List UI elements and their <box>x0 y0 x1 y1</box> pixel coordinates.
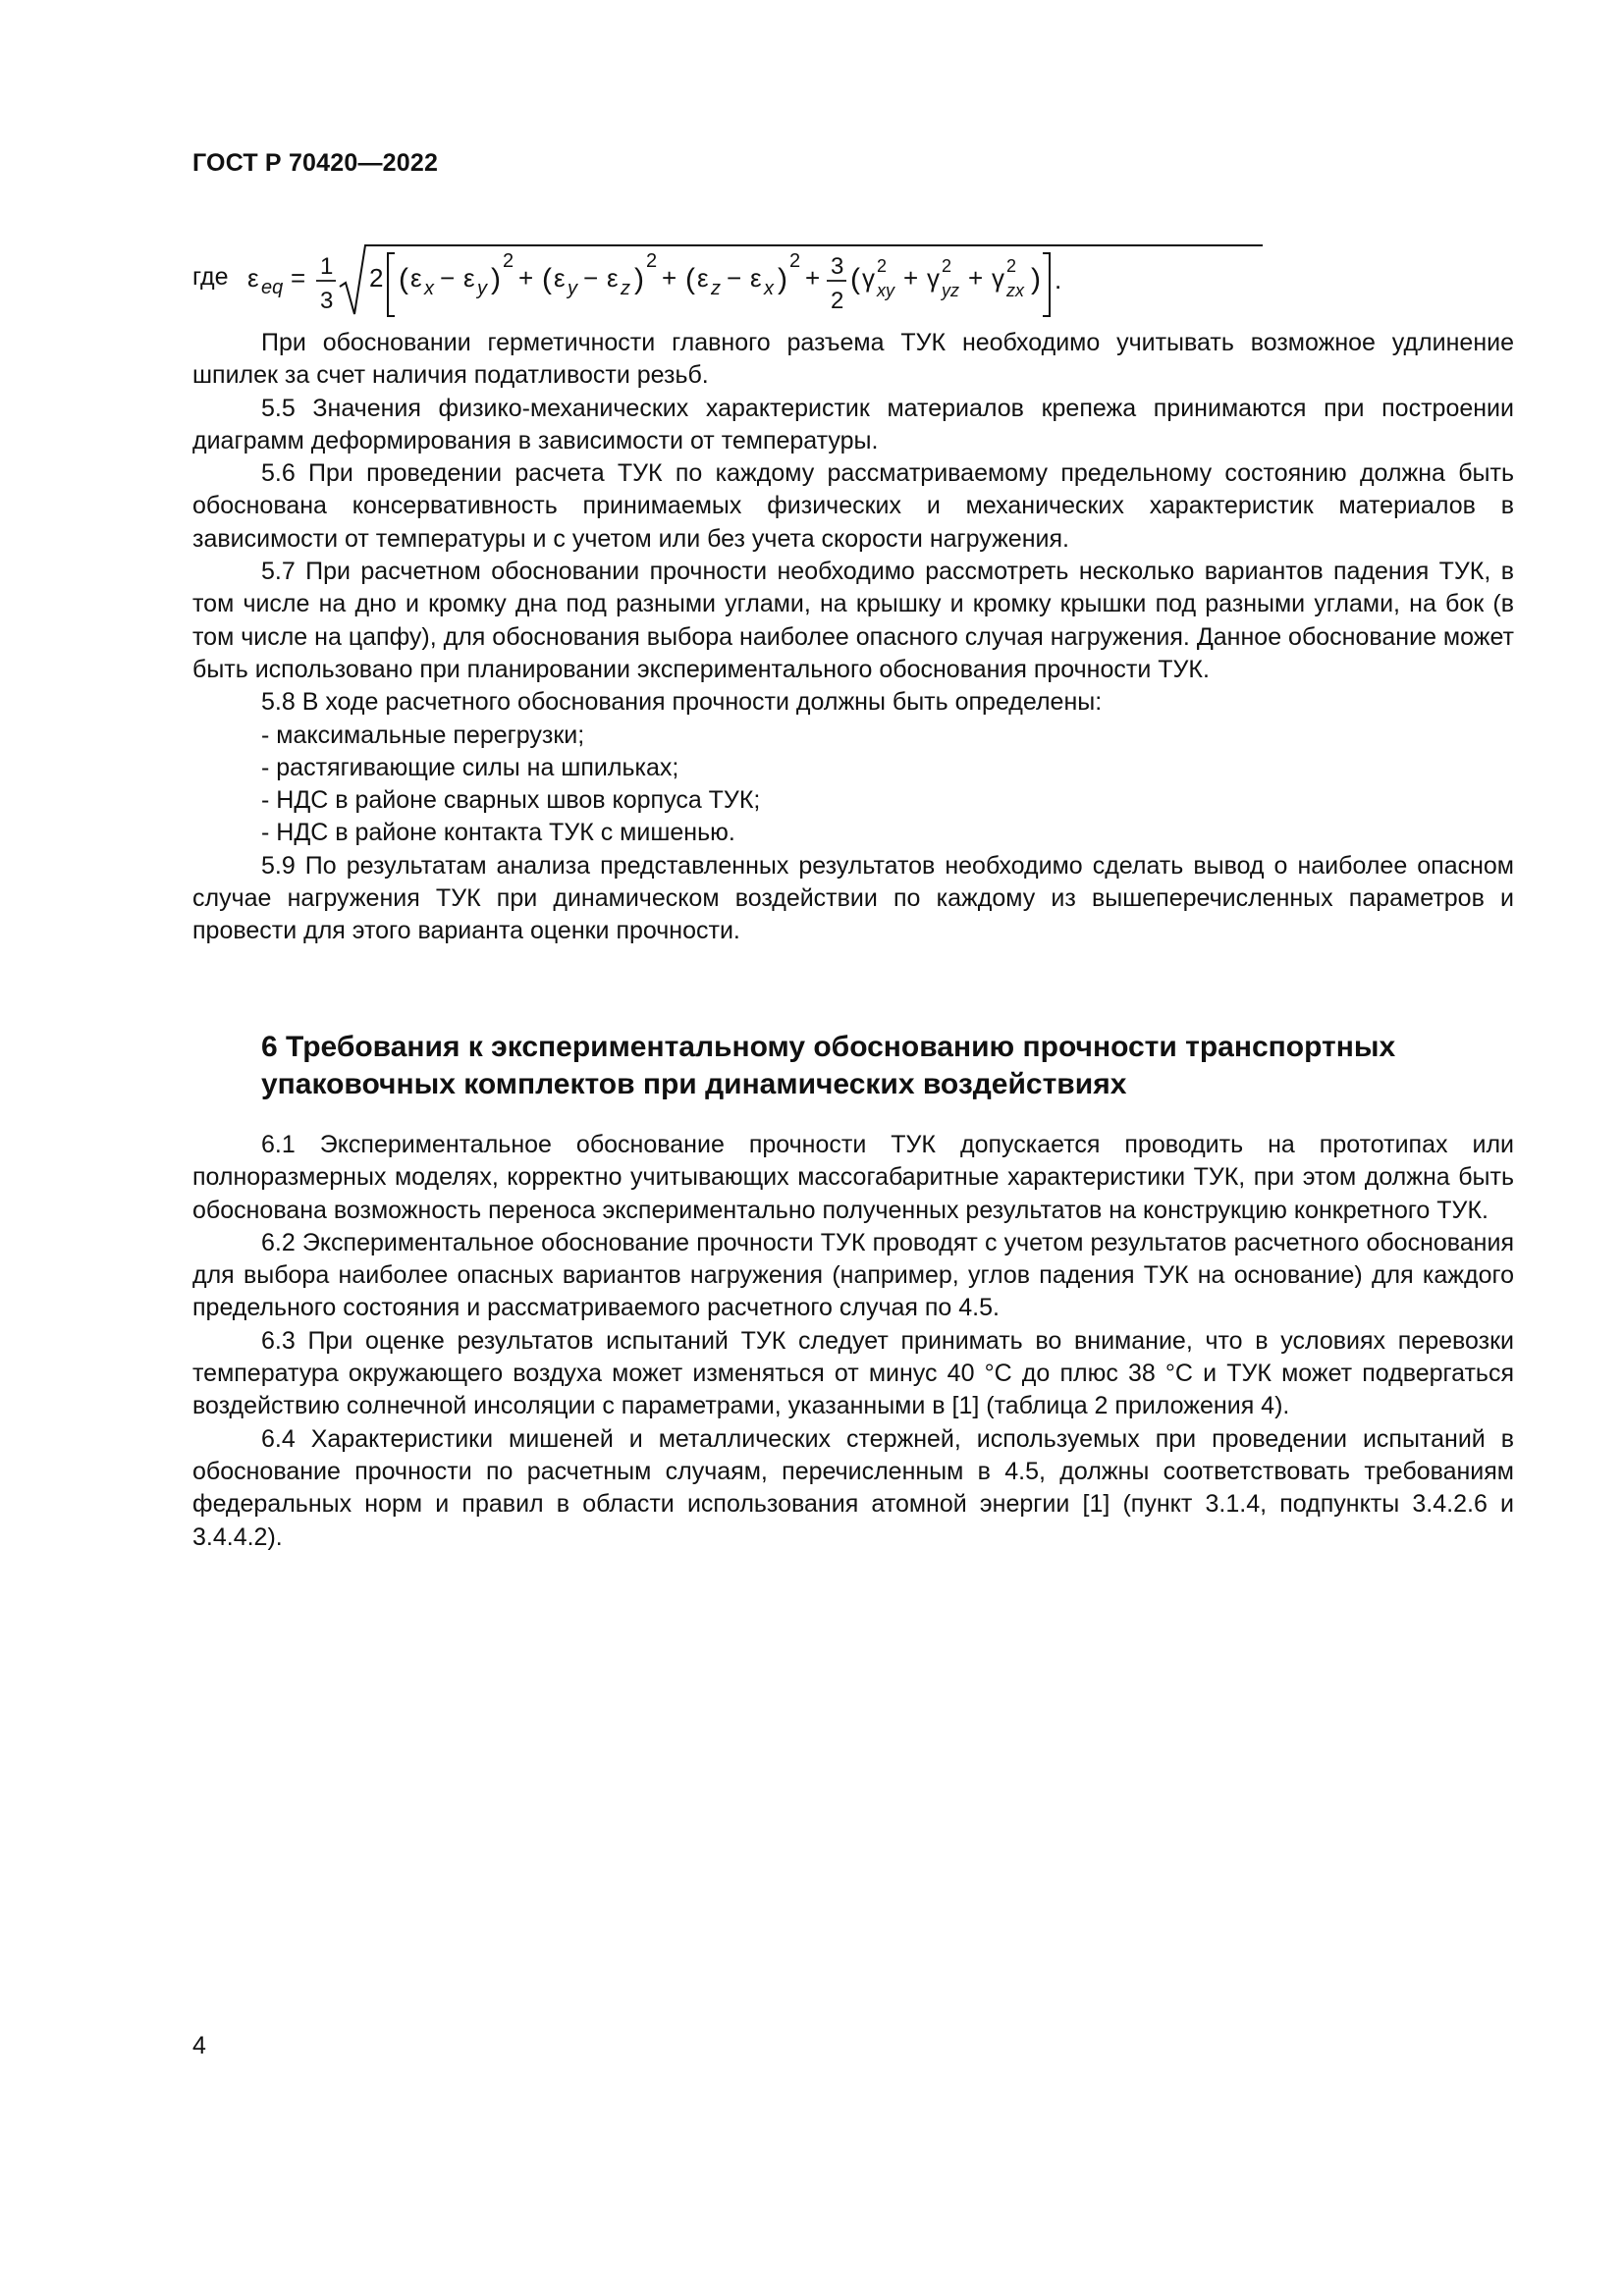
svg-text:eq: eq <box>261 277 284 298</box>
svg-text:2: 2 <box>789 250 801 272</box>
formula-prefix: где <box>192 263 229 291</box>
svg-text:1: 1 <box>320 253 334 280</box>
svg-text:+: + <box>968 263 984 293</box>
svg-text:ε: ε <box>463 263 475 293</box>
svg-text:+: + <box>805 263 821 293</box>
paragraph: 6.2 Экспериментальное обоснование прочности ТУК проводят с учетом результатов расчетного обоснования для выбора наиболее опасных вариантов нагружения (например, углов падения ТУК на основание) для каждого предельного состояния и рассматриваемого расчетного случая по 4.5. <box>192 1228 1514 1322</box>
svg-text:zx: zx <box>1006 281 1024 300</box>
svg-text:2: 2 <box>831 288 844 314</box>
svg-text:(: ( <box>850 263 860 295</box>
svg-text:z: z <box>621 278 630 299</box>
svg-text:γ: γ <box>862 263 875 293</box>
list-item: - НДС в районе сварных швов корпуса ТУК; <box>261 786 761 815</box>
paragraph: 6.1 Экспериментальное обоснование прочности ТУК допускается проводить на прототипах или полноразмерных моделях, корректно учитывающих массогабаритные характеристики ТУК, при этом должна быть обоснована возможность переноса экспериментально полученных результатов на конструкцию конкретного ТУК. <box>192 1131 1514 1224</box>
svg-text:ε: ε <box>607 263 619 293</box>
svg-text:(: ( <box>542 263 552 295</box>
svg-text:+: + <box>518 263 534 293</box>
svg-text:(: ( <box>685 263 695 295</box>
equivalent-strain-formula <box>192 218 1469 326</box>
list-item: - НДС в районе контакта ТУК с мишенью. <box>261 819 735 847</box>
paragraph: 6.3 При оценке результатов испытаний ТУК следует принимать во внимание, что в условиях перевозки температура окружающего воздуха может изменяться от минус 40 °C до плюс 38 °C и ТУК может подвергаться воздействию солнечной инсоляции с параметрами, указанными в [1] (таблица 2 приложения 4). <box>192 1326 1514 1420</box>
svg-text:): ) <box>491 263 501 295</box>
document-header: ГОСТ Р 70420—2022 <box>192 149 439 177</box>
svg-text:2: 2 <box>1006 256 1017 276</box>
svg-text:): ) <box>634 263 644 295</box>
list-item: - максимальные перегрузки; <box>261 721 585 749</box>
svg-text:z: z <box>711 278 721 299</box>
svg-text:ε: ε <box>554 263 566 293</box>
svg-text:γ: γ <box>992 263 1004 293</box>
paragraph: 5.6 При проведении расчета ТУК по каждому рассматриваемому предельному состоянию должна быть обоснована консервативность принимаемых физических и механических характеристик материалов в зависимости от температуры и с учетом или без учета скорости нагружения. <box>192 459 1514 553</box>
paragraph: 5.7 При расчетном обосновании прочности необходимо рассмотреть несколько вариантов падения ТУК, в том числе на дно и кромку дна под разными углами, на крышку и кромку крышки под разными углами, на бок (в том числе на цапфу), для обоснования выбора наиболее опасного случая нагружения. Данное обоснование может быть использовано при планировании экспериментального обоснования прочности ТУК. <box>192 558 1514 683</box>
svg-text:γ: γ <box>927 263 940 293</box>
svg-text:−: − <box>727 263 742 293</box>
section-5-text <box>192 327 1514 948</box>
svg-text:3: 3 <box>831 253 844 280</box>
svg-text:2: 2 <box>877 256 888 276</box>
svg-text:ε: ε <box>697 263 709 293</box>
svg-text:x: x <box>424 278 434 299</box>
svg-text:(: ( <box>399 263 408 295</box>
svg-text:): ) <box>778 263 787 295</box>
svg-text:ε: ε <box>410 263 422 293</box>
formula-graphic <box>192 218 1469 326</box>
paragraph: 5.8 В ходе расчетного обоснования прочности должны быть определены: <box>261 688 1103 717</box>
svg-text:−: − <box>440 263 456 293</box>
svg-text:ε: ε <box>247 263 259 293</box>
list-item: - растягивающие силы на шпильках; <box>261 753 679 781</box>
svg-text:2: 2 <box>942 256 952 276</box>
paragraph: 5.5 Значения физико-механических характеристик материалов крепежа принимаются при построении диаграмм деформирования в зависимости от температуры. <box>192 394 1514 454</box>
svg-text:yz: yz <box>942 281 959 300</box>
paragraph: При обосновании герметичности главного разъема ТУК необходимо учитывать возможное удлинение шпилек за счет наличия податливости резьб. <box>192 329 1514 390</box>
svg-text:y: y <box>568 278 577 299</box>
svg-text:=: = <box>291 263 306 293</box>
svg-text:): ) <box>1031 263 1041 295</box>
section-6-text <box>192 1129 1514 1554</box>
svg-text:y: y <box>477 278 487 299</box>
svg-text:xy: xy <box>877 281 894 300</box>
page-number: 4 <box>192 2032 206 2059</box>
svg-text:x: x <box>764 278 774 299</box>
svg-text:+: + <box>662 263 677 293</box>
svg-text:.: . <box>1055 265 1062 294</box>
svg-text:−: − <box>583 263 599 293</box>
svg-text:ε: ε <box>750 263 762 293</box>
paragraph: 6.4 Характеристики мишеней и металлических стержней, используемых при проведении испытаний в обоснование прочности по расчетным случаям, перечисленным в 4.5, должны соответствовать требованиям федеральных норм и правил в области использования атомной энергии [1] (пункт 3.1.4, подпункты 3.4.2.6 и 3.4.4.2). <box>192 1424 1514 1551</box>
paragraph: 5.9 По результатам анализа представленных результатов необходимо сделать вывод о наиболее опасном случае нагружения ТУК при динамическом воздействии по каждому из вышеперечисленных параметров и провести для этого варианта оценки прочности. <box>192 851 1514 945</box>
svg-text:2: 2 <box>369 263 384 293</box>
svg-text:2: 2 <box>646 250 658 272</box>
svg-text:+: + <box>903 263 919 293</box>
svg-text:2: 2 <box>503 250 514 272</box>
svg-text:3: 3 <box>320 288 334 314</box>
section-6-heading: 6 Требования к экспериментальному обоснованию прочности транспортных упаковочных комплектов при динамических воздействиях <box>261 1031 1396 1100</box>
